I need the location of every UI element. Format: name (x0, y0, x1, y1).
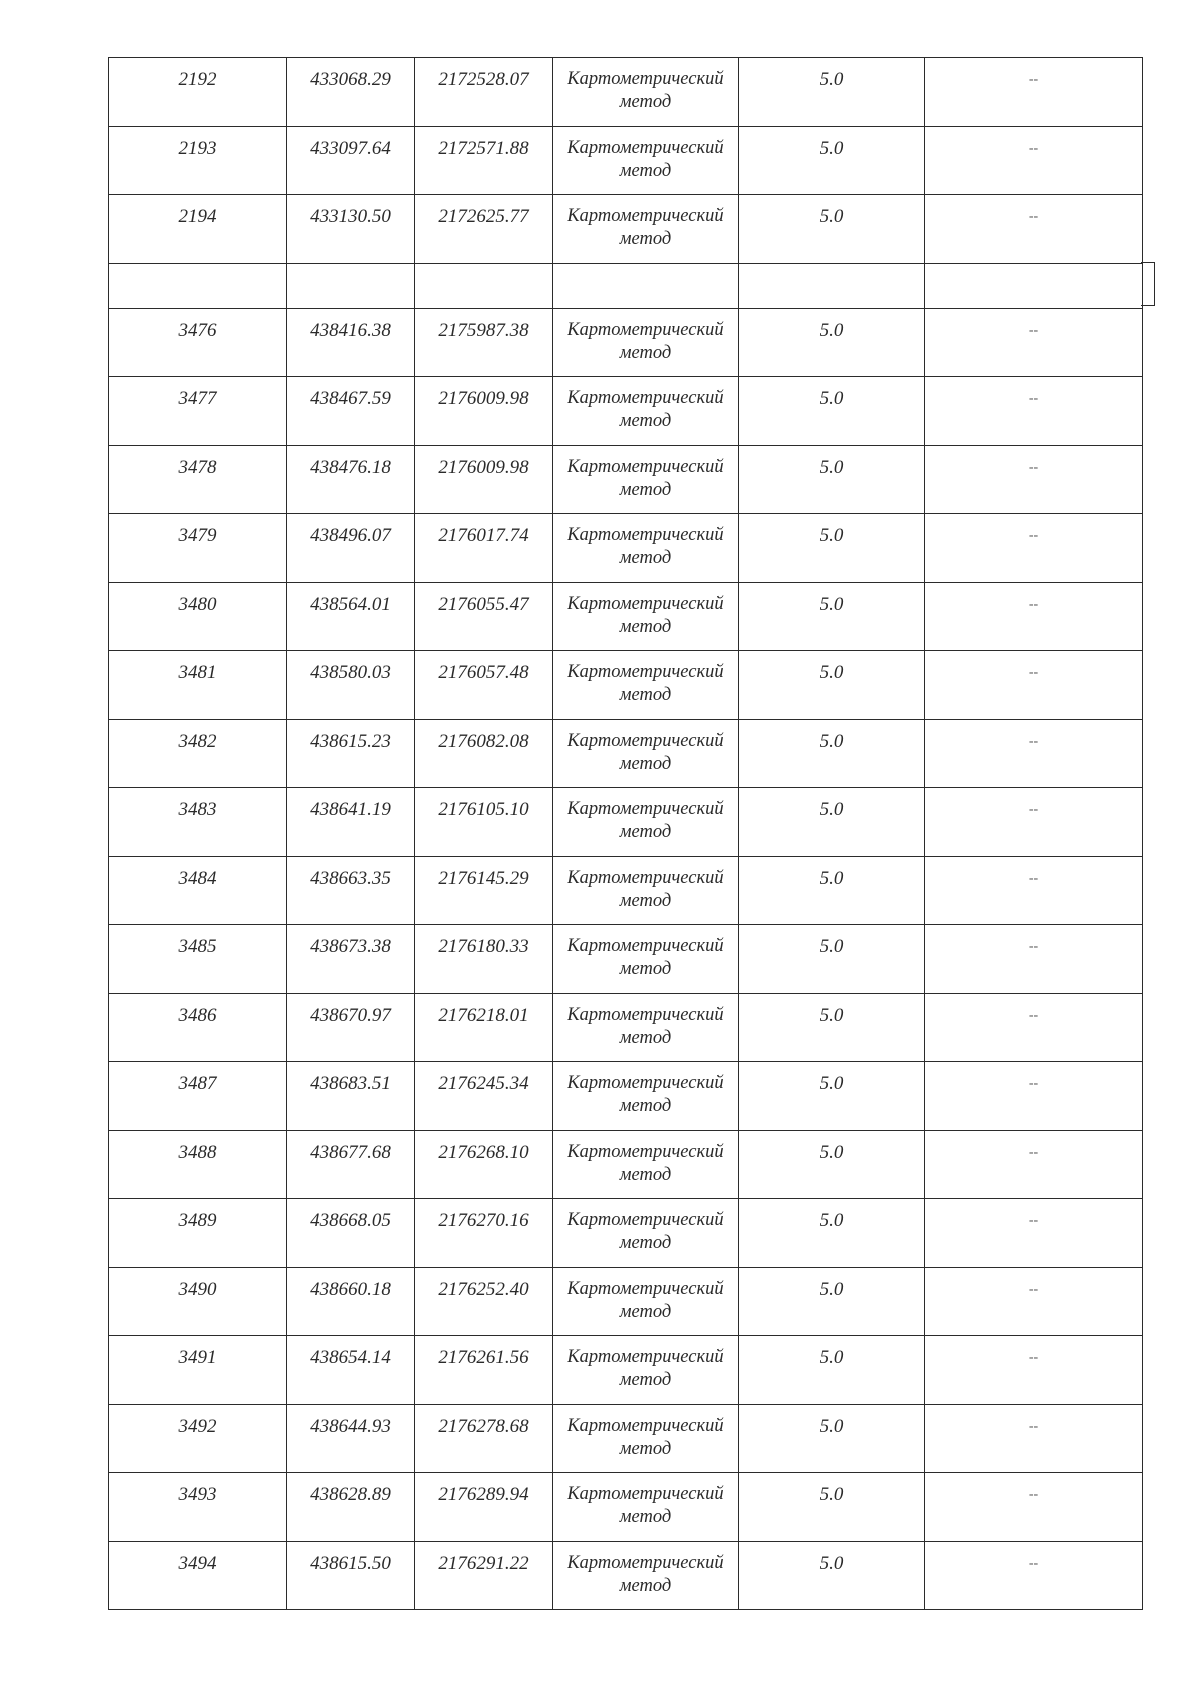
accuracy-cell: 5.0 (739, 195, 925, 264)
accuracy-cell: 5.0 (739, 719, 925, 788)
note-cell: -- (925, 58, 1143, 127)
empty-cell (553, 263, 739, 308)
point-number-cell: 3476 (109, 308, 287, 377)
method-cell: Картометрический метод (553, 377, 739, 446)
method-cell: Картометрический метод (553, 1199, 739, 1268)
y-coordinate-cell: 2176278.68 (415, 1404, 553, 1473)
y-coordinate-cell: 2176082.08 (415, 719, 553, 788)
table-row (109, 1336, 1143, 1405)
point-number-cell: 3491 (109, 1336, 287, 1405)
point-number-cell: 3485 (109, 925, 287, 994)
method-cell: Картометрический метод (553, 1336, 739, 1405)
x-coordinate-cell: 438644.93 (287, 1404, 415, 1473)
x-coordinate-cell: 438496.07 (287, 514, 415, 583)
point-number-cell: 3477 (109, 377, 287, 446)
y-coordinate-cell: 2176145.29 (415, 856, 553, 925)
table-row (109, 582, 1143, 651)
note-cell: -- (925, 1130, 1143, 1199)
accuracy-cell: 5.0 (739, 1062, 925, 1131)
method-cell: Картометрический метод (553, 126, 739, 195)
point-number-cell: 3494 (109, 1541, 287, 1610)
note-cell: -- (925, 1062, 1143, 1131)
method-cell: Картометрический метод (553, 856, 739, 925)
point-number-cell: 3481 (109, 651, 287, 720)
empty-cell (925, 263, 1143, 308)
method-cell: Картометрический метод (553, 993, 739, 1062)
point-number-cell: 3487 (109, 1062, 287, 1131)
note-cell: -- (925, 514, 1143, 583)
table-row (109, 1199, 1143, 1268)
table-row (109, 1473, 1143, 1542)
method-cell: Картометрический метод (553, 1473, 739, 1542)
x-coordinate-cell: 438660.18 (287, 1267, 415, 1336)
x-coordinate-cell: 438654.14 (287, 1336, 415, 1405)
y-coordinate-cell: 2176057.48 (415, 651, 553, 720)
note-cell: -- (925, 126, 1143, 195)
x-coordinate-cell: 438673.38 (287, 925, 415, 994)
table-edge-marker (1141, 262, 1155, 306)
method-cell: Картометрический метод (553, 1267, 739, 1336)
accuracy-cell: 5.0 (739, 925, 925, 994)
point-number-cell: 3489 (109, 1199, 287, 1268)
note-cell: -- (925, 1267, 1143, 1336)
method-cell: Картометрический метод (553, 1404, 739, 1473)
note-cell: -- (925, 1541, 1143, 1610)
empty-cell (109, 263, 287, 308)
table-row (109, 308, 1143, 377)
x-coordinate-cell: 438663.35 (287, 856, 415, 925)
y-coordinate-cell: 2176218.01 (415, 993, 553, 1062)
note-cell: -- (925, 925, 1143, 994)
accuracy-cell: 5.0 (739, 582, 925, 651)
x-coordinate-cell: 433097.64 (287, 126, 415, 195)
table-row (109, 514, 1143, 583)
x-coordinate-cell: 438677.68 (287, 1130, 415, 1199)
table-row (109, 1541, 1143, 1610)
point-number-cell: 3493 (109, 1473, 287, 1542)
note-cell: -- (925, 377, 1143, 446)
point-number-cell: 2192 (109, 58, 287, 127)
accuracy-cell: 5.0 (739, 377, 925, 446)
y-coordinate-cell: 2176017.74 (415, 514, 553, 583)
coordinates-table-body (109, 58, 1143, 1610)
accuracy-cell: 5.0 (739, 308, 925, 377)
accuracy-cell: 5.0 (739, 445, 925, 514)
y-coordinate-cell: 2176261.56 (415, 1336, 553, 1405)
table-row (109, 1404, 1143, 1473)
method-cell: Картометрический метод (553, 719, 739, 788)
table-row (109, 651, 1143, 720)
method-cell: Картометрический метод (553, 651, 739, 720)
method-cell: Картометрический метод (553, 514, 739, 583)
note-cell: -- (925, 195, 1143, 264)
method-cell: Картометрический метод (553, 195, 739, 264)
note-cell: -- (925, 445, 1143, 514)
table-row (109, 58, 1143, 127)
point-number-cell: 2193 (109, 126, 287, 195)
table-row (109, 195, 1143, 264)
accuracy-cell: 5.0 (739, 856, 925, 925)
y-coordinate-cell: 2176270.16 (415, 1199, 553, 1268)
y-coordinate-cell: 2176009.98 (415, 377, 553, 446)
method-cell: Картометрический метод (553, 58, 739, 127)
y-coordinate-cell: 2176289.94 (415, 1473, 553, 1542)
table-row (109, 856, 1143, 925)
note-cell: -- (925, 856, 1143, 925)
accuracy-cell: 5.0 (739, 1473, 925, 1542)
accuracy-cell: 5.0 (739, 514, 925, 583)
accuracy-cell: 5.0 (739, 1404, 925, 1473)
coordinates-table (108, 57, 1143, 1610)
empty-cell (739, 263, 925, 308)
method-cell: Картометрический метод (553, 1541, 739, 1610)
x-coordinate-cell: 438615.23 (287, 719, 415, 788)
method-cell: Картометрический метод (553, 1062, 739, 1131)
note-cell: -- (925, 1404, 1143, 1473)
empty-cell (415, 263, 553, 308)
accuracy-cell: 5.0 (739, 1130, 925, 1199)
table-row (109, 126, 1143, 195)
method-cell: Картометрический метод (553, 445, 739, 514)
y-coordinate-cell: 2176180.33 (415, 925, 553, 994)
y-coordinate-cell: 2172528.07 (415, 58, 553, 127)
table-row (109, 925, 1143, 994)
table-row (109, 1267, 1143, 1336)
point-number-cell: 3484 (109, 856, 287, 925)
y-coordinate-cell: 2176055.47 (415, 582, 553, 651)
point-number-cell: 2194 (109, 195, 287, 264)
point-number-cell: 3488 (109, 1130, 287, 1199)
point-number-cell: 3479 (109, 514, 287, 583)
x-coordinate-cell: 438580.03 (287, 651, 415, 720)
method-cell: Картометрический метод (553, 1130, 739, 1199)
note-cell: -- (925, 1473, 1143, 1542)
note-cell: -- (925, 582, 1143, 651)
accuracy-cell: 5.0 (739, 58, 925, 127)
x-coordinate-cell: 433068.29 (287, 58, 415, 127)
note-cell: -- (925, 651, 1143, 720)
table-row (109, 377, 1143, 446)
table-row (109, 788, 1143, 857)
point-number-cell: 3480 (109, 582, 287, 651)
point-number-cell: 3478 (109, 445, 287, 514)
point-number-cell: 3486 (109, 993, 287, 1062)
x-coordinate-cell: 438628.89 (287, 1473, 415, 1542)
accuracy-cell: 5.0 (739, 1267, 925, 1336)
accuracy-cell: 5.0 (739, 126, 925, 195)
point-number-cell: 3482 (109, 719, 287, 788)
y-coordinate-cell: 2176291.22 (415, 1541, 553, 1610)
x-coordinate-cell: 438668.05 (287, 1199, 415, 1268)
x-coordinate-cell: 438615.50 (287, 1541, 415, 1610)
point-number-cell: 3483 (109, 788, 287, 857)
note-cell: -- (925, 719, 1143, 788)
point-number-cell: 3490 (109, 1267, 287, 1336)
table-gap-row (109, 263, 1143, 308)
accuracy-cell: 5.0 (739, 1336, 925, 1405)
method-cell: Картометрический метод (553, 582, 739, 651)
method-cell: Картометрический метод (553, 788, 739, 857)
x-coordinate-cell: 433130.50 (287, 195, 415, 264)
method-cell: Картометрический метод (553, 308, 739, 377)
x-coordinate-cell: 438641.19 (287, 788, 415, 857)
note-cell: -- (925, 1336, 1143, 1405)
table-row (109, 993, 1143, 1062)
point-number-cell: 3492 (109, 1404, 287, 1473)
y-coordinate-cell: 2175987.38 (415, 308, 553, 377)
table-row (109, 1062, 1143, 1131)
accuracy-cell: 5.0 (739, 1541, 925, 1610)
note-cell: -- (925, 788, 1143, 857)
note-cell: -- (925, 993, 1143, 1062)
table-row (109, 445, 1143, 514)
accuracy-cell: 5.0 (739, 651, 925, 720)
x-coordinate-cell: 438683.51 (287, 1062, 415, 1131)
x-coordinate-cell: 438467.59 (287, 377, 415, 446)
x-coordinate-cell: 438670.97 (287, 993, 415, 1062)
x-coordinate-cell: 438564.01 (287, 582, 415, 651)
y-coordinate-cell: 2176252.40 (415, 1267, 553, 1336)
y-coordinate-cell: 2176268.10 (415, 1130, 553, 1199)
accuracy-cell: 5.0 (739, 788, 925, 857)
y-coordinate-cell: 2176105.10 (415, 788, 553, 857)
accuracy-cell: 5.0 (739, 1199, 925, 1268)
empty-cell (287, 263, 415, 308)
table-row (109, 719, 1143, 788)
table-row (109, 1130, 1143, 1199)
y-coordinate-cell: 2172625.77 (415, 195, 553, 264)
x-coordinate-cell: 438416.38 (287, 308, 415, 377)
y-coordinate-cell: 2176245.34 (415, 1062, 553, 1131)
y-coordinate-cell: 2172571.88 (415, 126, 553, 195)
accuracy-cell: 5.0 (739, 993, 925, 1062)
method-cell: Картометрический метод (553, 925, 739, 994)
y-coordinate-cell: 2176009.98 (415, 445, 553, 514)
x-coordinate-cell: 438476.18 (287, 445, 415, 514)
note-cell: -- (925, 1199, 1143, 1268)
note-cell: -- (925, 308, 1143, 377)
